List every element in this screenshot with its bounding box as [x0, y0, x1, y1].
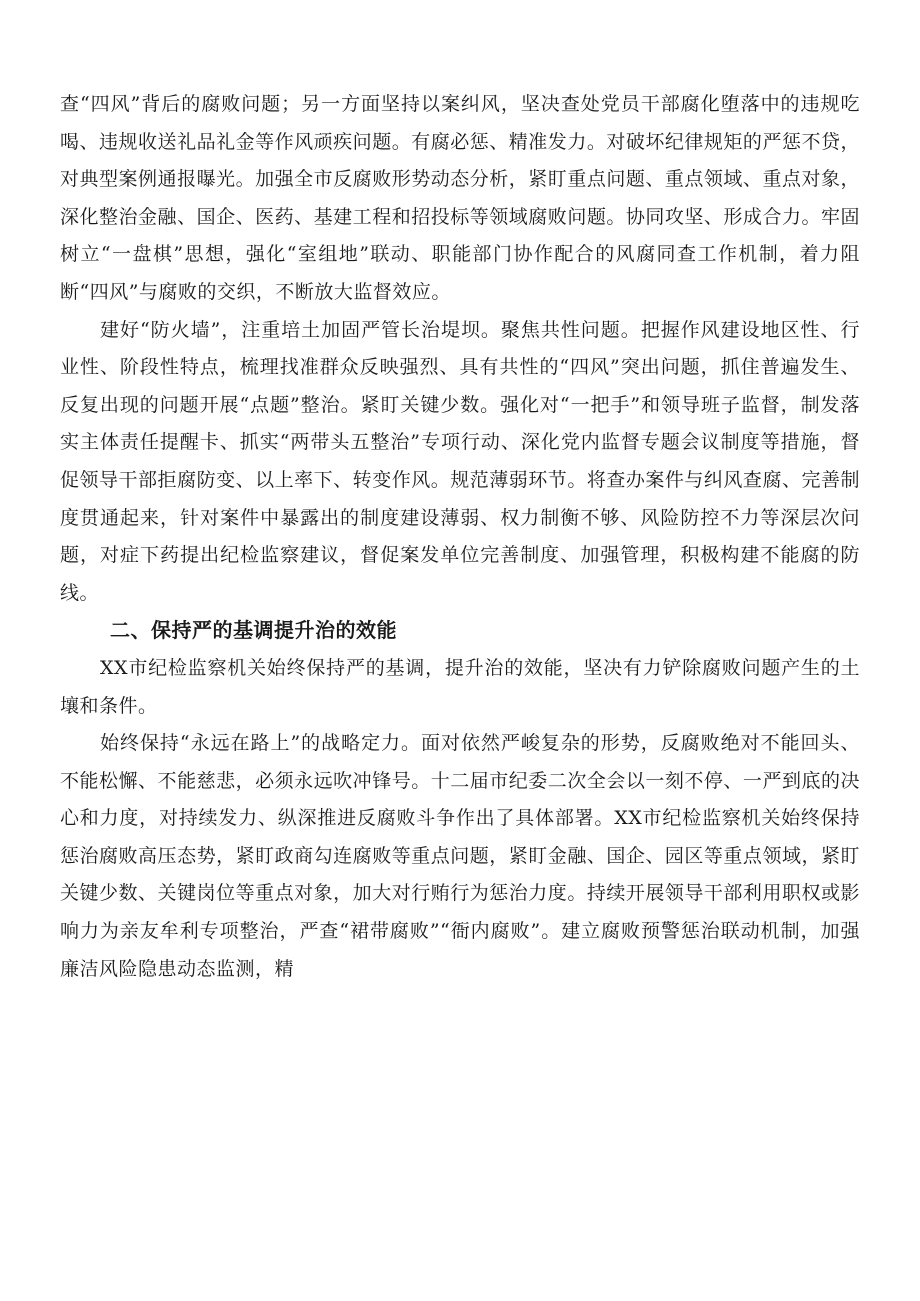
- section-heading: 二、保持严的基调提升治的效能: [110, 618, 397, 643]
- paragraph-continuation: 查“四风”背后的腐败问题；另一方面坚持以案纠风，坚决查处党员干部腐化堕落中的违规吃喝、违规收送礼品礼金等作风顽疾问题。有腐必惩、精准发力。对破坏纪律规矩的严惩不贷，对典型案例通报曝光。加强全市反腐败形势动态分析，紧盯重点问题、重点领域、重点对象，深化整治金融、国企、医药、基建工程和招投标等领域腐败问题。协同攻坚、形成合力。牢固树立“一盘棋”思想，强化“室组地”联动、职能部门协作配合的风腐同查工作机制，着力阻断“四风”与腐败的交织，不断放大监督效应。: [60, 93, 860, 303]
- document-page: [60, 86, 860, 988]
- paragraph-firewall: 建好“防火墙”，注重培土加固严管长治堤坝。聚焦共性问题。把握作风建设地区性、行业性、阶段性特点，梳理找准群众反映强烈、具有共性的“四风”突出问题，抓住普遍发生、反复出现的问题开展“点题”整治。紧盯关键少数。强化对“一把手”和领导班子监督，制发落实主体责任提醒卡、抓实“两带头五整治”专项行动、深化党内监督专题会议制度等措施，督促领导干部拒腐防变、以上率下、转变作风。规范薄弱环节。将查办案件与纠风查腐、完善制度贯通起来，针对案件中暴露出的制度建设薄弱、权力制衡不够、风险防控不力等深层次问题，对症下药提出纪检监察建议，督促案发单位完善制度、加强管理，积极构建不能腐的防线。: [60, 318, 860, 604]
- paragraph-strategic-focus: 始终保持“永远在路上”的战略定力。面对依然严峻复杂的形势，反腐败绝对不能回头、不能松懈、不能慈悲，必须永远吹冲锋号。十二届市纪委二次全会以一刻不停、一严到底的决心和力度，对持续发力、纵深推进反腐败斗争作出了具体部署。XX市纪检监察机关始终保持惩治腐败高压态势，紧盯政商勾连腐败等重点问题，紧盯金融、国企、园区等重点领域，紧盯关键少数、关键岗位等重点对象，加大对行贿行为惩治力度。持续开展领导干部利用职权或影响力为亲友牟利专项整治，严查“裙带腐败”“衙内腐败”。建立腐败预警惩治联动机制，加强廉洁风险隐患动态监测，精: [60, 732, 860, 980]
- paragraph-section-intro: XX市纪检监察机关始终保持严的基调，提升治的效能，坚决有力铲除腐败问题产生的土壤和条件。: [60, 656, 860, 717]
